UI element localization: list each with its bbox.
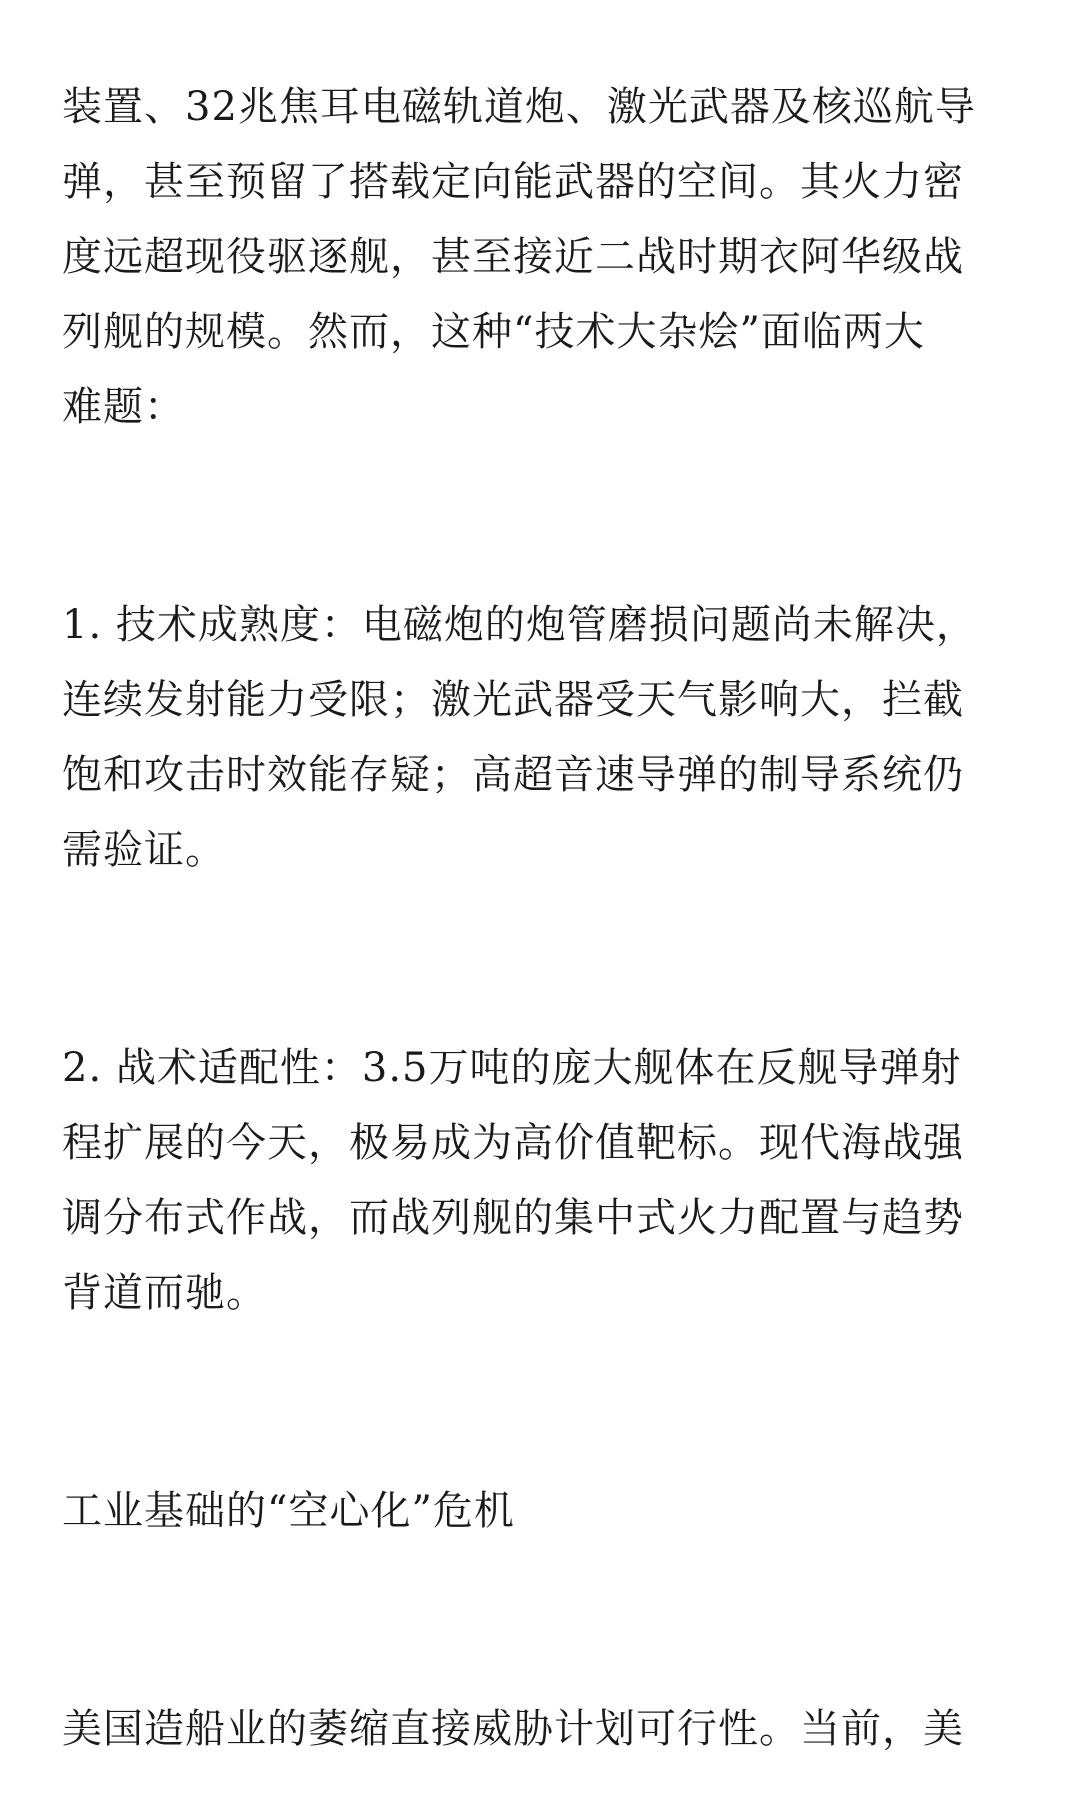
text-line: 度远超现役驱逐舰，甚至接近二战时期衣阿华级战	[62, 234, 964, 280]
paragraph-spacer	[62, 1331, 1022, 1474]
text-line: 调分布式作战，而战列舰的集中式火力配置与趋势	[62, 1195, 964, 1241]
article-body	[62, 70, 1022, 1767]
paragraph-spacer	[62, 445, 1022, 588]
paragraph-spacer	[62, 888, 1022, 1031]
section-heading	[62, 1474, 1022, 1549]
text-line: 饱和攻击时效能存疑；高超音速导弹的制导系统仍	[62, 752, 964, 798]
text-line: 连续发射能力受限；激光武器受天气影响大，拦截	[62, 677, 964, 723]
paragraph-spacer	[62, 1549, 1022, 1692]
text-line: 列舰的规模。然而，这种“技术大杂烩”面临两大	[62, 309, 925, 355]
text-line: 1. 技术成熟度：电磁炮的炮管磨损问题尚未解决，	[62, 602, 977, 648]
text-line: 程扩展的今天，极易成为高价值靶标。现代海战强	[62, 1120, 964, 1166]
intro-paragraph	[62, 70, 1022, 445]
final-paragraph	[62, 1692, 1022, 1767]
text-line: 背道而驰。	[62, 1270, 267, 1316]
text-line: 美国造船业的萎缩直接威胁计划可行性。当前，美	[62, 1706, 964, 1752]
text-line: 装置、32兆焦耳电磁轨道炮、激光武器及核巡航导	[62, 84, 976, 130]
text-line: 弹，甚至预留了搭载定向能武器的空间。其火力密	[62, 159, 964, 205]
text-line: 2. 战术适配性：3.5万吨的庞大舰体在反舰导弹射	[62, 1045, 962, 1091]
section-heading-text: 工业基础的“空心化”危机	[62, 1488, 515, 1534]
list-item-tactical-fit	[62, 1031, 1022, 1331]
text-line: 难题：	[62, 384, 185, 430]
list-item-technical-maturity	[62, 588, 1022, 888]
text-line: 需验证。	[62, 827, 226, 873]
